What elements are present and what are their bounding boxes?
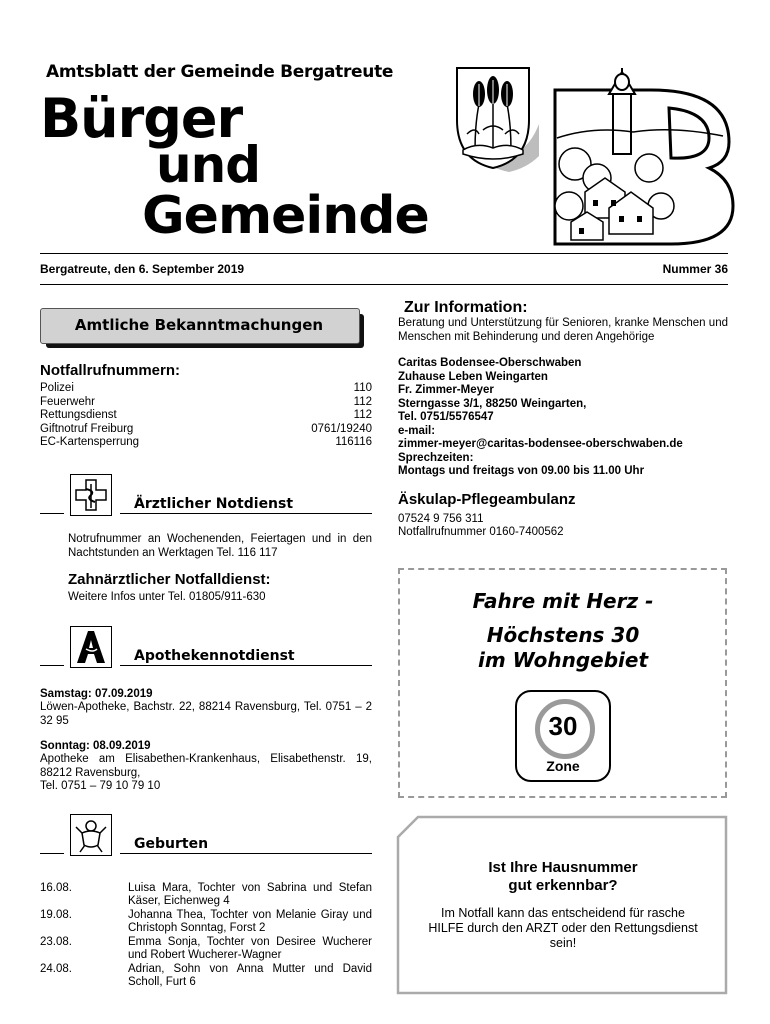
house-number-title <box>398 859 728 895</box>
pharmacy-service-heading: Apothekennotdienst <box>134 648 295 664</box>
pharmacy-saturday-label: Samstag: 07.09.2019 <box>40 688 153 700</box>
list-item <box>40 936 372 962</box>
emergency-label: Feuerwehr <box>40 395 95 408</box>
emergency-numbers-table <box>40 382 372 450</box>
emergency-numbers-heading: Notfallrufnummern: <box>40 362 180 379</box>
info-email-link[interactable]: zimmer-meyer@caritas-bodensee-oberschwaben.de <box>398 438 683 450</box>
birth-text: Emma Sonja, Tochter von Desiree Wucherer und Robert Wucherer-Wagner <box>128 936 372 961</box>
doctor-service-heading: Ärztlicher Notdienst <box>134 496 294 512</box>
house-number-title-line-1: Ist Ihre Hausnummer <box>488 859 638 876</box>
emergency-number: 110 <box>353 382 372 394</box>
issue-number: Nummer 36 <box>662 262 728 276</box>
house-number-title-line-2: gut erkennbar? <box>508 877 618 894</box>
list-item <box>40 882 372 908</box>
emergency-label: Giftnotruf Freiburg <box>40 422 134 435</box>
emergency-label: Rettungsdienst <box>40 409 117 421</box>
emergency-number: 0761/19240 <box>311 422 372 435</box>
masthead-title-line-3: Gemeinde <box>142 186 429 246</box>
emergency-label: EC-Kartensperrung <box>40 436 140 448</box>
askulap-heading: Äskulap-Pflegeambulanz <box>398 491 576 508</box>
info-intro: Beratung und Unterstützung für Senioren, kranke Menschen und Menschen mit Behinderung und deren Angehörige <box>398 317 728 343</box>
coat-of-arms-image <box>447 64 547 176</box>
birth-date: 24.08. <box>40 963 72 975</box>
masthead-title-line-1: Bürger <box>40 87 243 150</box>
births-heading: Geburten <box>134 836 209 852</box>
list-item <box>40 909 372 935</box>
emergency-label: Polizei <box>40 382 74 394</box>
info-hours-label: Sprechzeiten: <box>398 451 474 464</box>
emergency-row <box>40 396 372 410</box>
info-person: Fr. Zimmer-Meyer <box>398 384 494 396</box>
emergency-row <box>40 409 372 423</box>
emergency-number: 112 <box>353 409 372 421</box>
official-notices-banner <box>40 308 360 342</box>
birth-date: 16.08. <box>40 882 72 894</box>
info-address: Sterngasse 3/1, 88250 Weingarten, <box>398 397 587 410</box>
askulap-phone-2: Notfallrufnummer 0160-7400562 <box>398 526 564 538</box>
campaign-line-2: Höchstens 30 <box>486 623 640 647</box>
zone-30-sign <box>515 690 611 782</box>
pharmacy-saturday-text: Löwen-Apotheke, Bachstr. 22, 88214 Ravensburg, Tel. 0751 – 2 32 95 <box>40 701 372 727</box>
campaign-line-1: Fahre mit Herz - <box>472 589 654 613</box>
dentist-service-text: Weitere Infos unter Tel. 01805/911-630 <box>68 591 266 603</box>
births-list <box>40 882 372 990</box>
masthead-title-line-2: und <box>156 136 260 194</box>
doctor-service-header <box>40 474 372 520</box>
masthead-rule-top <box>40 253 728 254</box>
baby-icon <box>70 814 112 856</box>
info-email-label: e-mail: <box>398 424 436 437</box>
emergency-row <box>40 382 372 396</box>
info-details <box>398 357 728 479</box>
town-b-logo-image <box>553 68 735 246</box>
medical-cross-icon <box>70 474 112 516</box>
issue-date: Bergatreute, den 6. September 2019 <box>40 262 245 276</box>
emergency-number: 112 <box>353 395 372 408</box>
emergency-row <box>40 423 372 437</box>
emergency-number: 116116 <box>335 436 372 448</box>
births-header <box>40 814 372 860</box>
zone-sign-label: Zone <box>546 758 580 774</box>
emergency-row <box>40 436 372 450</box>
info-phone: Tel. 0751/5576547 <box>398 411 494 423</box>
birth-text: Johanna Thea, Tochter von Melanie Giray und Christoph Sonntag, Forst 2 <box>128 909 372 934</box>
info-heading: Zur Information: <box>404 299 528 316</box>
zone-sign-number: 30 <box>548 711 578 741</box>
banner-label: Amtliche Bekanntmachungen <box>74 316 324 334</box>
house-number-text: Im Notfall kann das entscheidend für rasche HILFE durch den ARZT oder den Rettungsdienst sein! <box>428 906 698 950</box>
birth-text: Adrian, Sohn von Anna Mutter und David Scholl, Furt 6 <box>128 963 372 988</box>
doctor-service-text: Notrufnummer an Wochenenden, Feiertagen und in den Nachtstunden an Werktagen Tel. 116 117 <box>68 533 372 559</box>
masthead-subtitle: Amtsblatt der Gemeinde Bergatreute <box>46 62 394 82</box>
birth-date: 19.08. <box>40 909 72 921</box>
info-org-1: Caritas Bodensee-Oberschwaben <box>398 357 582 369</box>
birth-text: Luisa Mara, Tochter von Sabrina und Stefan Käser, Eichenweg 4 <box>128 882 372 907</box>
info-hours: Montags und freitags von 09.00 bis 11.00 Uhr <box>398 465 645 477</box>
birth-date: 23.08. <box>40 936 72 948</box>
pharmacy-service-header <box>40 626 372 672</box>
masthead-rule-bottom <box>40 284 728 285</box>
pharmacy-sunday-phone: Tel. 0751 – 79 10 79 10 <box>40 780 161 792</box>
askulap-phone-1: 07524 9 756 311 <box>398 513 484 525</box>
pharmacy-sunday-text: Apotheke am Elisabethen-Krankenhaus, Elisabethenstr. 19, 88212 Ravensburg, <box>40 753 372 779</box>
house-number-box-frame <box>396 815 728 995</box>
campaign-line-3: im Wohngebiet <box>477 648 649 672</box>
info-org-2: Zuhause Leben Weingarten <box>398 370 548 383</box>
dentist-service-heading: Zahnärztlicher Notfalldienst: <box>68 571 271 588</box>
list-item <box>40 963 372 989</box>
pharmacy-sunday-label: Sonntag: 08.09.2019 <box>40 740 151 752</box>
pharmacy-a-icon <box>70 626 112 668</box>
